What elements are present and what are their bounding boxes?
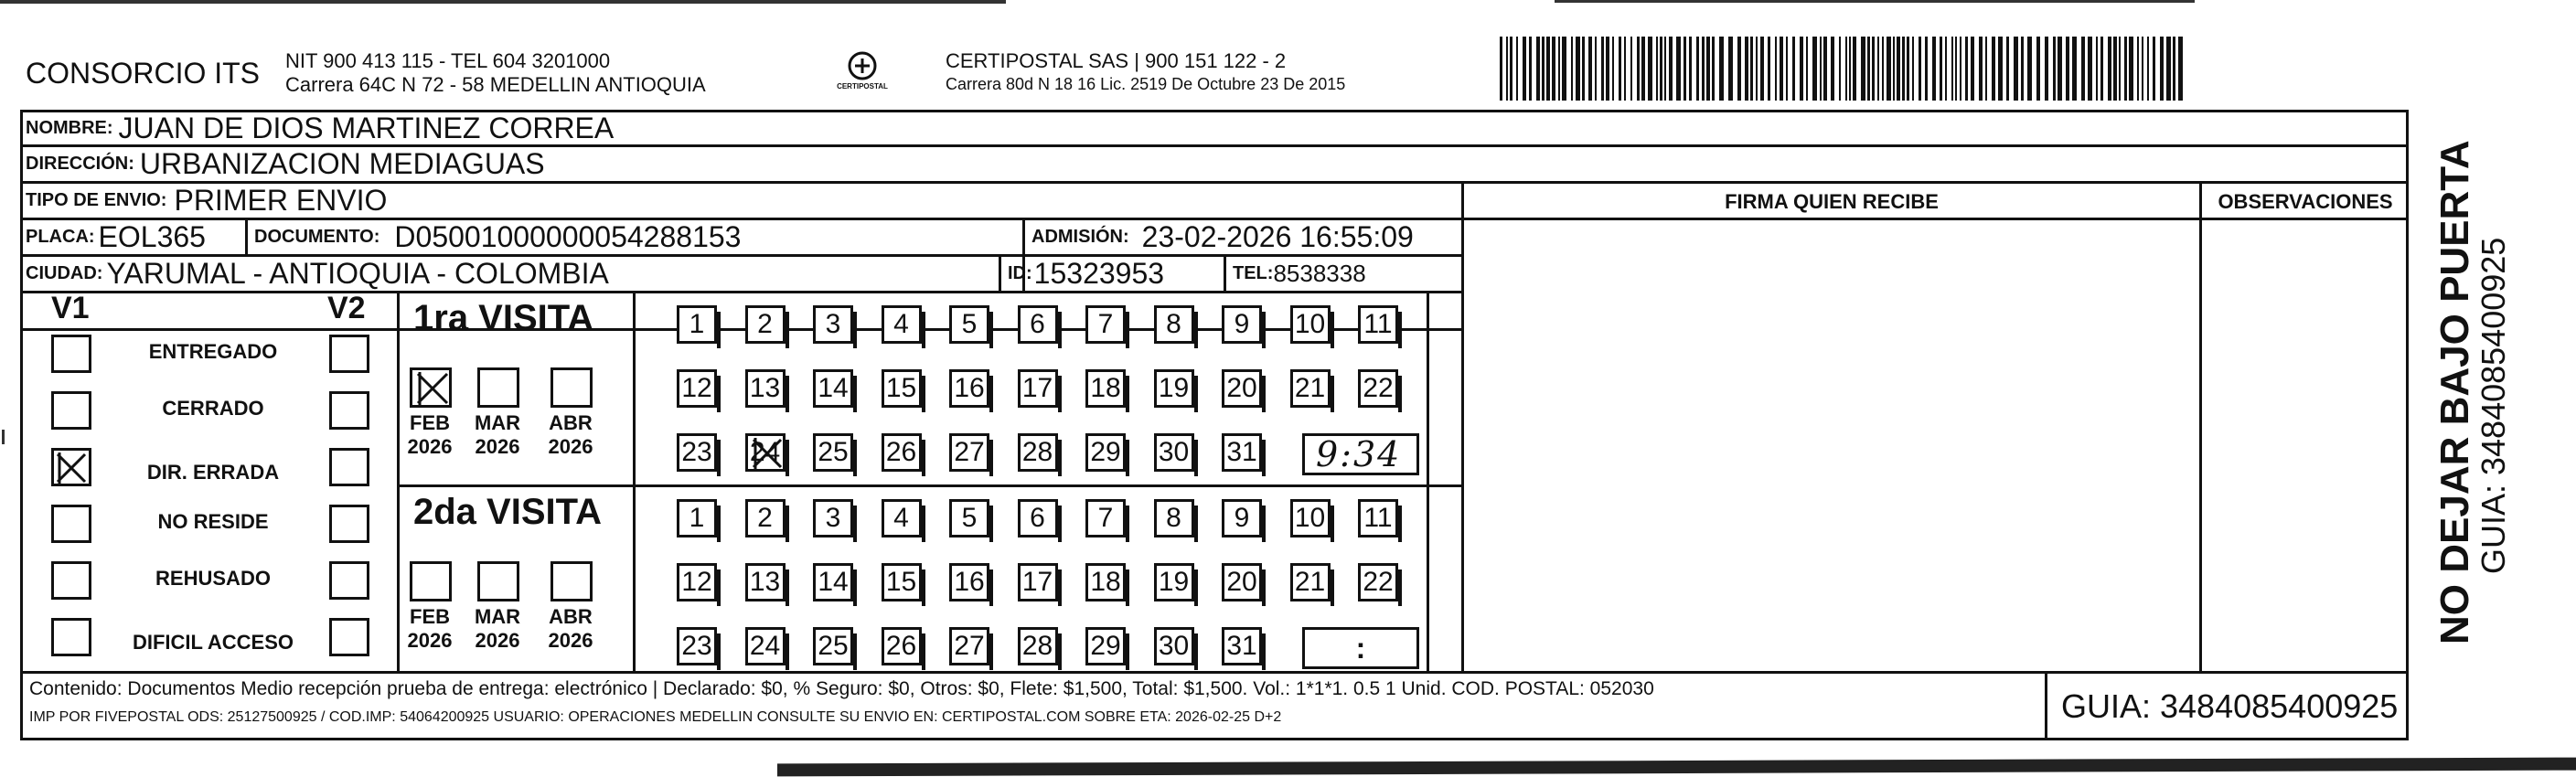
v1-checkbox[interactable]: [51, 618, 91, 656]
barcode-bar: [1912, 37, 1914, 101]
day-box[interactable]: 31: [1222, 627, 1262, 665]
tel-label: TEL:: [1233, 263, 1274, 283]
day-box[interactable]: 26: [882, 627, 922, 665]
barcode-bar: [2173, 37, 2175, 101]
day-box[interactable]: 15: [882, 369, 922, 408]
v1-checkbox[interactable]: [51, 448, 91, 486]
day-box[interactable]: 1: [677, 305, 717, 344]
barcode-bar: [1760, 37, 1764, 101]
documento-row: [254, 220, 741, 254]
ciudad-row: [26, 257, 609, 291]
barcode-bar: [1712, 37, 1715, 101]
day-box[interactable]: 29: [1085, 627, 1126, 665]
barcode-bar: [1965, 37, 1968, 101]
v2-checkbox[interactable]: [329, 335, 369, 373]
barcode-bar: [1872, 37, 1875, 101]
barcode-bar: [1831, 37, 1834, 101]
barcode-bar: [2045, 37, 2048, 101]
barcode-bar: [1925, 37, 1928, 101]
day-box[interactable]: 1: [677, 499, 717, 538]
barcode-bar: [1839, 37, 1841, 101]
footer-imp: IMP POR FIVEPOSTAL ODS: 25127500925 / COD.IMP: 54064200925 USUARIO: OPERACIONES MEDELLIN CONSULTE SU ENVIO EN: CERTIPOSTAL.COM SOBRE ETA: 2026-02-25 D+2: [29, 709, 1282, 725]
barcode-bar: [1601, 37, 1604, 101]
v1-checkbox[interactable]: [51, 561, 91, 600]
barcode-bar: [2006, 37, 2009, 101]
first-visit-time-box[interactable]: [1302, 433, 1419, 475]
barcode-bar: [1588, 37, 1592, 101]
nombre-row: [26, 112, 614, 144]
day-box[interactable]: 15: [882, 563, 922, 601]
barcode-bar: [1529, 37, 1532, 101]
barcode-bar: [1897, 37, 1900, 101]
day-box[interactable]: 28: [1018, 433, 1058, 472]
day-box[interactable]: 29: [1085, 433, 1126, 472]
x-mark-icon: [54, 451, 89, 485]
barcode-bar: [1696, 37, 1699, 101]
barcode-bar: [1619, 37, 1621, 101]
day-box[interactable]: 21: [1290, 563, 1331, 601]
month-checkbox[interactable]: [550, 367, 593, 408]
barcode-bar: [2108, 37, 2111, 101]
company-name: CONSORCIO ITS: [26, 57, 261, 90]
day-box[interactable]: 27: [949, 627, 989, 665]
day-box[interactable]: 8: [1154, 305, 1194, 344]
month-label: MAR 2026: [474, 605, 521, 652]
day-box[interactable]: 19: [1154, 369, 1194, 408]
barcode-bar: [1945, 37, 1947, 101]
day-box[interactable]: 5: [949, 499, 989, 538]
placa-value: EOL365: [98, 220, 206, 253]
side-guia: GUIA: 3484085400925: [2474, 237, 2512, 574]
month-checkbox[interactable]: [410, 367, 452, 408]
barcode-bar: [1719, 37, 1724, 101]
observaciones-header: OBSERVACIONES: [2218, 190, 2393, 213]
rule: [1427, 291, 1429, 671]
day-box[interactable]: 21: [1290, 369, 1331, 408]
rule: [999, 254, 1001, 291]
day-box[interactable]: 17: [1018, 563, 1058, 601]
x-mark-icon: [414, 370, 451, 407]
barcode-bar: [1689, 37, 1692, 101]
day-box[interactable]: 9: [1222, 499, 1262, 538]
barcode-bar: [2137, 37, 2139, 101]
admision-value: 23-02-2026 16:55:09: [1141, 220, 1414, 253]
barcode-bar: [1932, 37, 1936, 101]
barcode-bar: [1800, 37, 1803, 101]
barcode-bar: [1820, 37, 1822, 101]
day-box[interactable]: 27: [949, 433, 989, 472]
day-box[interactable]: 30: [1154, 433, 1194, 472]
month-checkbox[interactable]: [550, 561, 593, 601]
day-box[interactable]: 3: [813, 499, 853, 538]
direccion-label: DIRECCIÓN:: [26, 154, 134, 174]
month-checkbox[interactable]: [410, 561, 452, 601]
barcode-bar: [2178, 37, 2183, 101]
day-box[interactable]: 13: [745, 563, 786, 601]
barcode-bar: [1877, 37, 1879, 101]
barcode-bar: [1676, 37, 1681, 101]
footer-contenido: Contenido: Documentos Medio recepción prueba de entrega: electrónico | Declarado: $0, % Seguro: $0, Otros: $0, Flete: $1,500, Total: $1,500. Vol.: 1*1*1. 0.5 1 Unid. COD. POSTAL: 052030: [29, 678, 1654, 699]
barcode-bar: [1536, 37, 1540, 101]
left-edge-mark: [2, 430, 5, 444]
barcode-bar: [2124, 37, 2127, 101]
barcode-bar: [1637, 37, 1640, 101]
barcode-bar: [1955, 37, 1957, 101]
reason-label: DIR. ERRADA: [146, 461, 280, 484]
barcode-bar: [1780, 37, 1783, 101]
day-box[interactable]: 6: [1018, 305, 1058, 344]
second-visit-time: :: [1355, 632, 1366, 665]
barcode-bar: [1656, 37, 1658, 101]
v2-checkbox[interactable]: [329, 505, 369, 543]
barcode-bar: [1882, 37, 1884, 101]
barcode-bar: [1750, 37, 1753, 101]
barcode-bar: [1552, 37, 1555, 101]
barcode-bar: [1641, 37, 1645, 101]
v1-checkbox[interactable]: [51, 335, 91, 373]
barcode-bar: [1669, 37, 1673, 101]
barcode-bar: [1861, 37, 1865, 101]
v2-checkbox[interactable]: [329, 618, 369, 656]
month-checkbox[interactable]: [477, 367, 519, 408]
barcode-bar: [1510, 37, 1512, 101]
admision-label: ADMISIÓN:: [1031, 227, 1129, 247]
bottom-edge-mark: [777, 758, 2576, 777]
barcode-bar: [1951, 37, 1953, 101]
day-box[interactable]: 23: [677, 627, 717, 665]
barcode-bar: [1500, 37, 1502, 101]
day-box[interactable]: 22: [1358, 563, 1398, 601]
barcode-bar: [1902, 37, 1905, 101]
logo-caption: CERTIPOSTAL: [837, 82, 888, 90]
barcode-bar: [1558, 37, 1560, 101]
day-box[interactable]: 18: [1085, 369, 1126, 408]
barcode-bar: [1786, 37, 1788, 101]
barcode-bar: [2014, 37, 2018, 101]
barcode-bar: [1523, 37, 1526, 101]
barcode-bar: [2072, 37, 2077, 101]
barcode-bar: [2053, 37, 2056, 101]
barcode-bar: [2027, 37, 2032, 101]
documento-label: DOCUMENTO:: [254, 227, 380, 247]
barcode-bar: [2096, 37, 2098, 101]
barcode-bar: [1756, 37, 1758, 101]
tipo-row: [26, 184, 387, 218]
day-box[interactable]: 3: [813, 305, 853, 344]
barcode-bar: [1542, 37, 1545, 101]
month-label: FEB 2026: [407, 605, 453, 652]
day-box[interactable]: 24: [745, 433, 786, 472]
direccion-row: [26, 147, 545, 181]
x-mark-icon: [750, 436, 785, 471]
day-box[interactable]: 20: [1222, 563, 1262, 601]
footer-guia: GUIA: 3484085400925: [2061, 687, 2399, 725]
barcode-bar: [1792, 37, 1795, 101]
day-box[interactable]: 17: [1018, 369, 1058, 408]
day-box[interactable]: 12: [677, 563, 717, 601]
placa-label: PLACA:: [26, 227, 95, 247]
second-visit-title: 2da VISITA: [413, 492, 602, 532]
firma-header: FIRMA QUIEN RECIBE: [1725, 190, 1939, 213]
day-box[interactable]: 14: [813, 563, 853, 601]
documento-value: D05001000000054288153: [394, 220, 742, 253]
day-box[interactable]: 31: [1222, 433, 1262, 472]
direccion-value: URBANIZACION MEDIAGUAS: [139, 147, 545, 180]
day-box[interactable]: 4: [882, 499, 922, 538]
barcode-bar: [1612, 37, 1614, 101]
barcode-bar: [1849, 37, 1851, 101]
barcode-bar: [1998, 37, 2003, 101]
barcode-bar: [1576, 37, 1580, 101]
barcode-bar: [1595, 37, 1597, 101]
barcode-bar: [2160, 37, 2164, 101]
barcode-bar: [2147, 37, 2149, 101]
barcode-bar: [1971, 37, 1974, 101]
ciudad-value: YARUMAL - ANTIOQUIA - COLOMBIA: [106, 257, 609, 290]
tipo-value: PRIMER ENVIO: [174, 184, 388, 217]
barcode-bar: [2166, 37, 2171, 101]
barcode-bar: [2119, 37, 2121, 101]
day-box[interactable]: 26: [882, 433, 922, 472]
rule: [20, 291, 1461, 293]
barcode-bar: [1624, 37, 1626, 101]
day-box[interactable]: 16: [949, 369, 989, 408]
no-dejar-bajo-puerta: NO DEJAR BAJO PUERTA: [2432, 140, 2477, 644]
barcode-bar: [2113, 37, 2117, 101]
tipo-label: TIPO DE ENVIO:: [26, 190, 167, 210]
barcode-bar: [2021, 37, 2024, 101]
day-box[interactable]: 30: [1154, 627, 1194, 665]
nombre-label: NOMBRE:: [26, 117, 113, 138]
v2-checkbox[interactable]: [329, 448, 369, 486]
admision-row: [1031, 220, 1414, 254]
rule: [397, 484, 1461, 487]
day-box[interactable]: 6: [1018, 499, 1058, 538]
barcode-bar: [1706, 37, 1710, 101]
barcode-bar: [1960, 37, 1961, 101]
month-label: ABR 2026: [548, 605, 593, 652]
company-address: Carrera 64C N 72 - 58 MEDELLIN ANTIOQUIA: [285, 73, 706, 96]
id-label: ID:: [1008, 263, 1032, 283]
day-box[interactable]: 11: [1358, 305, 1398, 344]
month-label: FEB 2026: [407, 411, 453, 458]
top-edge-mark: [0, 0, 1006, 4]
certipostal-logo: [830, 46, 894, 101]
tel-value: 8538338: [1273, 260, 1366, 287]
day-box[interactable]: 22: [1358, 369, 1398, 408]
rule: [1224, 254, 1226, 291]
barcode-bar: [1648, 37, 1652, 101]
barcode-bar: [1768, 37, 1770, 101]
reason-label: REHUSADO: [155, 567, 271, 590]
first-visit-title: 1ra VISITA: [413, 298, 594, 338]
carrier-name: CERTIPOSTAL SAS | 900 151 122 - 2: [946, 49, 1287, 72]
barcode-bar: [1940, 37, 1942, 101]
barcode-bar: [1919, 37, 1921, 101]
v1-label: V1: [51, 291, 90, 325]
barcode-bar: [1683, 37, 1686, 101]
day-box[interactable]: 28: [1018, 627, 1058, 665]
month-label: MAR 2026: [474, 411, 521, 458]
day-box[interactable]: 25: [813, 433, 853, 472]
barcode: [1500, 37, 2186, 101]
v2-checkbox[interactable]: [329, 391, 369, 430]
barcode-bar: [1867, 37, 1870, 101]
day-box[interactable]: 25: [813, 627, 853, 665]
barcode-bar: [1992, 37, 1995, 101]
barcode-bar: [2129, 37, 2133, 101]
month-label: ABR 2026: [548, 411, 593, 458]
placa-row: [26, 220, 206, 254]
barcode-bar: [1845, 37, 1847, 101]
day-box[interactable]: 20: [1222, 369, 1262, 408]
rule: [397, 291, 400, 671]
rule: [1461, 218, 2409, 220]
day-box[interactable]: 2: [745, 305, 786, 344]
barcode-bar: [1728, 37, 1733, 101]
first-visit-time: 9:34: [1316, 434, 1402, 474]
barcode-bar: [1812, 37, 1817, 101]
rule: [20, 671, 2409, 674]
rule: [2199, 181, 2202, 671]
carrier-license: Carrera 80d N 18 16 Lic. 2519 De Octubre 23 De 2015: [946, 75, 1346, 93]
reason-label: CERRADO: [162, 397, 264, 420]
day-box[interactable]: 7: [1085, 499, 1126, 538]
barcode-bar: [1516, 37, 1518, 101]
reason-label: ENTREGADO: [148, 340, 278, 363]
barcode-bar: [1985, 37, 1987, 101]
v1-checkbox[interactable]: [51, 505, 91, 543]
barcode-bar: [1979, 37, 1983, 101]
barcode-bar: [2142, 37, 2143, 101]
reason-label: NO RESIDE: [157, 510, 269, 533]
reason-label: DIFICIL ACCESO: [132, 631, 294, 654]
barcode-bar: [1745, 37, 1748, 101]
v2-label: V2: [327, 291, 366, 325]
top-edge-mark: [1555, 0, 2195, 3]
v1-checkbox[interactable]: [51, 391, 91, 430]
barcode-bar: [2058, 37, 2062, 101]
barcode-bar: [1907, 37, 1909, 101]
barcode-bar: [2036, 37, 2040, 101]
v2-checkbox[interactable]: [329, 561, 369, 600]
barcode-bar: [2081, 37, 2085, 101]
barcode-bar: [1806, 37, 1808, 101]
day-box[interactable]: 8: [1154, 499, 1194, 538]
day-box[interactable]: 19: [1154, 563, 1194, 601]
barcode-bar: [1664, 37, 1666, 101]
day-box[interactable]: 10: [1290, 499, 1331, 538]
id-value: 15323953: [1033, 257, 1165, 290]
month-checkbox[interactable]: [477, 561, 519, 601]
rule: [1461, 181, 1464, 671]
rule: [245, 218, 248, 254]
barcode-bar: [1606, 37, 1609, 101]
barcode-bar: [2153, 37, 2155, 101]
tel-row: [1233, 257, 1366, 291]
day-box[interactable]: 13: [745, 369, 786, 408]
barcode-bar: [1546, 37, 1550, 101]
ciudad-label: CIUDAD:: [26, 263, 103, 283]
company-nit: NIT 900 413 115 - TEL 604 3201000: [285, 49, 611, 72]
rule: [2045, 671, 2047, 740]
nombre-value: JUAN DE DIOS MARTINEZ CORREA: [118, 111, 615, 144]
day-box[interactable]: 23: [677, 433, 717, 472]
barcode-bar: [1571, 37, 1573, 101]
barcode-bar: [2088, 37, 2092, 101]
barcode-bar: [1562, 37, 1566, 101]
day-box[interactable]: 11: [1358, 499, 1398, 538]
barcode-bar: [1893, 37, 1895, 101]
day-box[interactable]: 24: [745, 627, 786, 665]
day-box[interactable]: 5: [949, 305, 989, 344]
id-row: [1008, 257, 1164, 291]
day-box[interactable]: 4: [882, 305, 922, 344]
day-box[interactable]: 16: [949, 563, 989, 601]
barcode-bar: [1853, 37, 1856, 101]
barcode-bar: [1630, 37, 1632, 101]
barcode-bar: [1823, 37, 1827, 101]
day-box[interactable]: 10: [1290, 305, 1331, 344]
barcode-bar: [1660, 37, 1662, 101]
barcode-bar: [1506, 37, 1508, 101]
barcode-bar: [2100, 37, 2103, 101]
barcode-bar: [2066, 37, 2069, 101]
barcode-bar: [1582, 37, 1585, 101]
barcode-bar: [1737, 37, 1741, 101]
day-box[interactable]: 9: [1222, 305, 1262, 344]
barcode-bar: [1775, 37, 1777, 101]
barcode-bar: [1887, 37, 1891, 101]
barcode-bar: [1702, 37, 1705, 101]
day-box[interactable]: 14: [813, 369, 853, 408]
rule: [633, 291, 636, 671]
second-visit-time-box[interactable]: [1302, 627, 1419, 669]
day-box[interactable]: 18: [1085, 563, 1126, 601]
day-box[interactable]: 2: [745, 499, 786, 538]
day-box[interactable]: 12: [677, 369, 717, 408]
day-box[interactable]: 7: [1085, 305, 1126, 344]
